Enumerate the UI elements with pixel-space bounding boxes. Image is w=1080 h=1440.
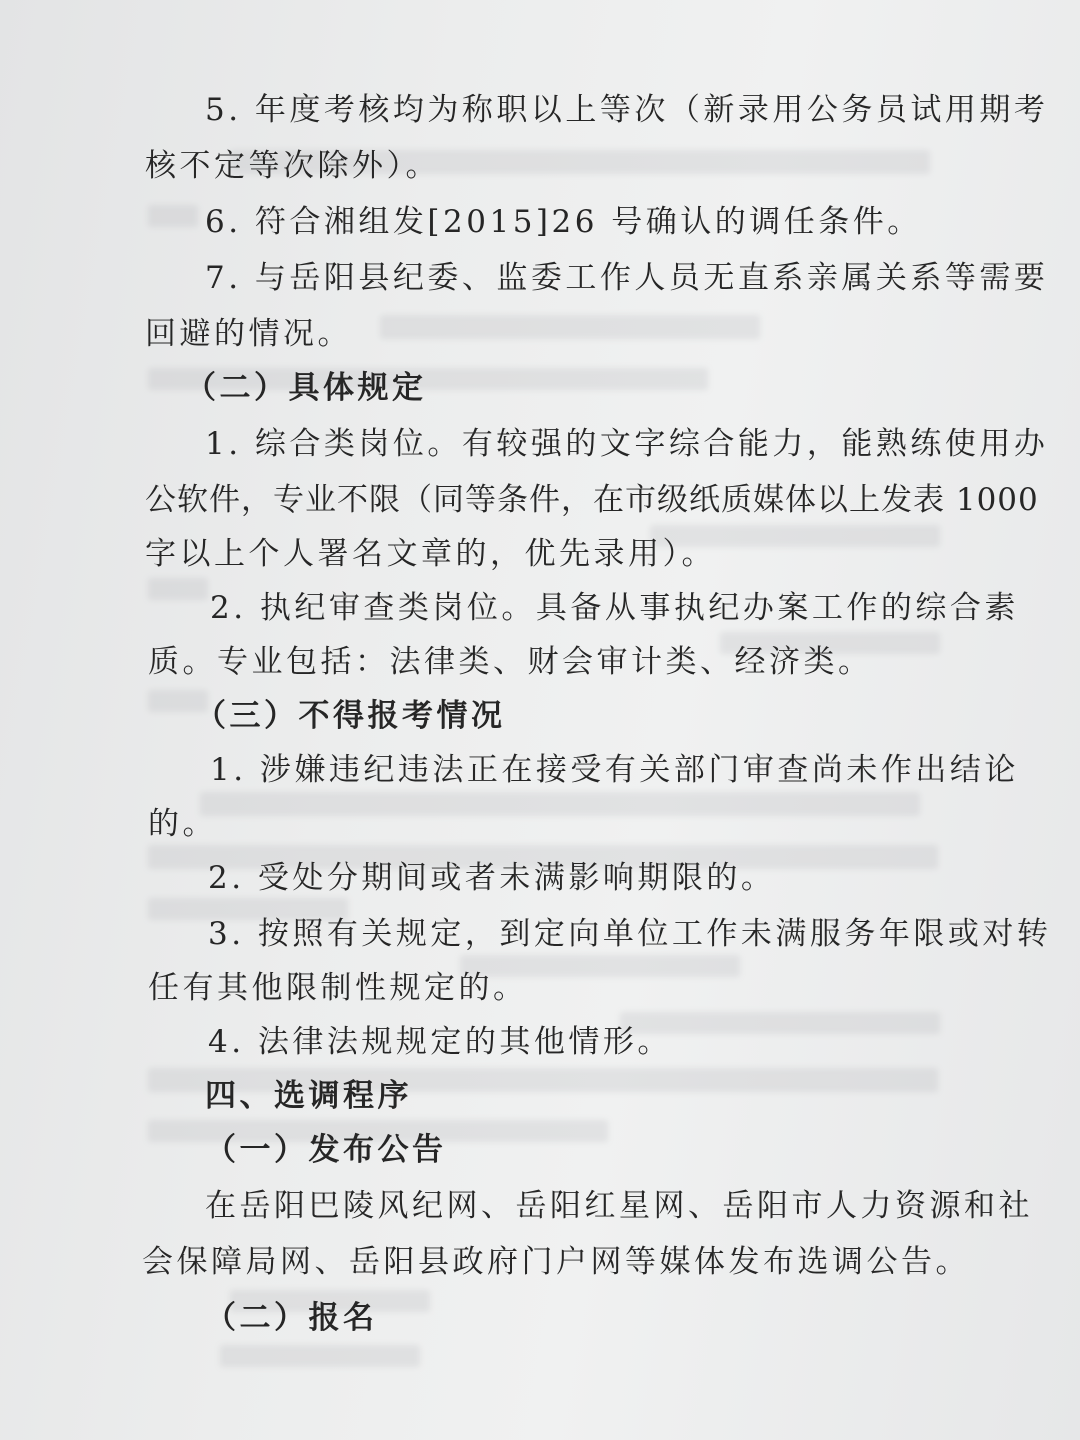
paragraph-line: 2. 受处分期间或者未满影响期限的。: [208, 860, 776, 896]
paragraph-line: 质。专业包括：法律类、财会审计类、经济类。: [148, 644, 873, 680]
paragraph-line: 字以上个人署名文章的，优先录用）。: [145, 536, 716, 572]
section-heading: （一）发布公告: [205, 1132, 447, 1168]
paragraph-line: 4. 法律法规规定的其他情形。: [208, 1024, 672, 1060]
section-heading: （二）具体规定: [185, 370, 427, 406]
paragraph-line: 5. 年度考核均为称职以上等次（新录用公务员试用期考: [205, 92, 1049, 128]
paragraph-line: 1. 涉嫌违纪违法正在接受有关部门审查尚未作出结论: [210, 752, 1019, 788]
paragraph-line: 会保障局网、岳阳县政府门户网等媒体发布选调公告。: [142, 1244, 970, 1280]
section-heading: （三）不得报考情况: [195, 698, 506, 734]
section-heading: 四、选调程序: [205, 1078, 412, 1114]
paragraph-line: 核不定等次除外）。: [145, 148, 440, 184]
paragraph-line: 2. 执纪审查类岗位。具备从事执纪办案工作的综合素: [210, 590, 1019, 626]
paragraph-line: 1. 综合类岗位。有较强的文字综合能力，能熟练使用办: [205, 426, 1049, 462]
paragraph-line: 的。: [148, 806, 217, 842]
paragraph-line: 在岳阳巴陵风纪网、岳阳红星网、岳阳市人力资源和社: [205, 1188, 1033, 1224]
paragraph-line: 3. 按照有关规定，到定向单位工作未满服务年限或对转: [208, 916, 1052, 952]
paragraph-line: 回避的情况。: [145, 316, 352, 352]
paragraph-line: 任有其他限制性规定的。: [148, 970, 528, 1006]
section-heading: （二）报名: [205, 1300, 378, 1336]
paragraph-line: 公软件，专业不限（同等条件，在市级纸质媒体以上发表 1000: [145, 482, 1039, 518]
paragraph-line: 7. 与岳阳县纪委、监委工作人员无直系亲属关系等需要: [205, 260, 1049, 296]
paragraph-line: 6. 符合湘组发[2015]26 号确认的调任条件。: [205, 204, 922, 240]
